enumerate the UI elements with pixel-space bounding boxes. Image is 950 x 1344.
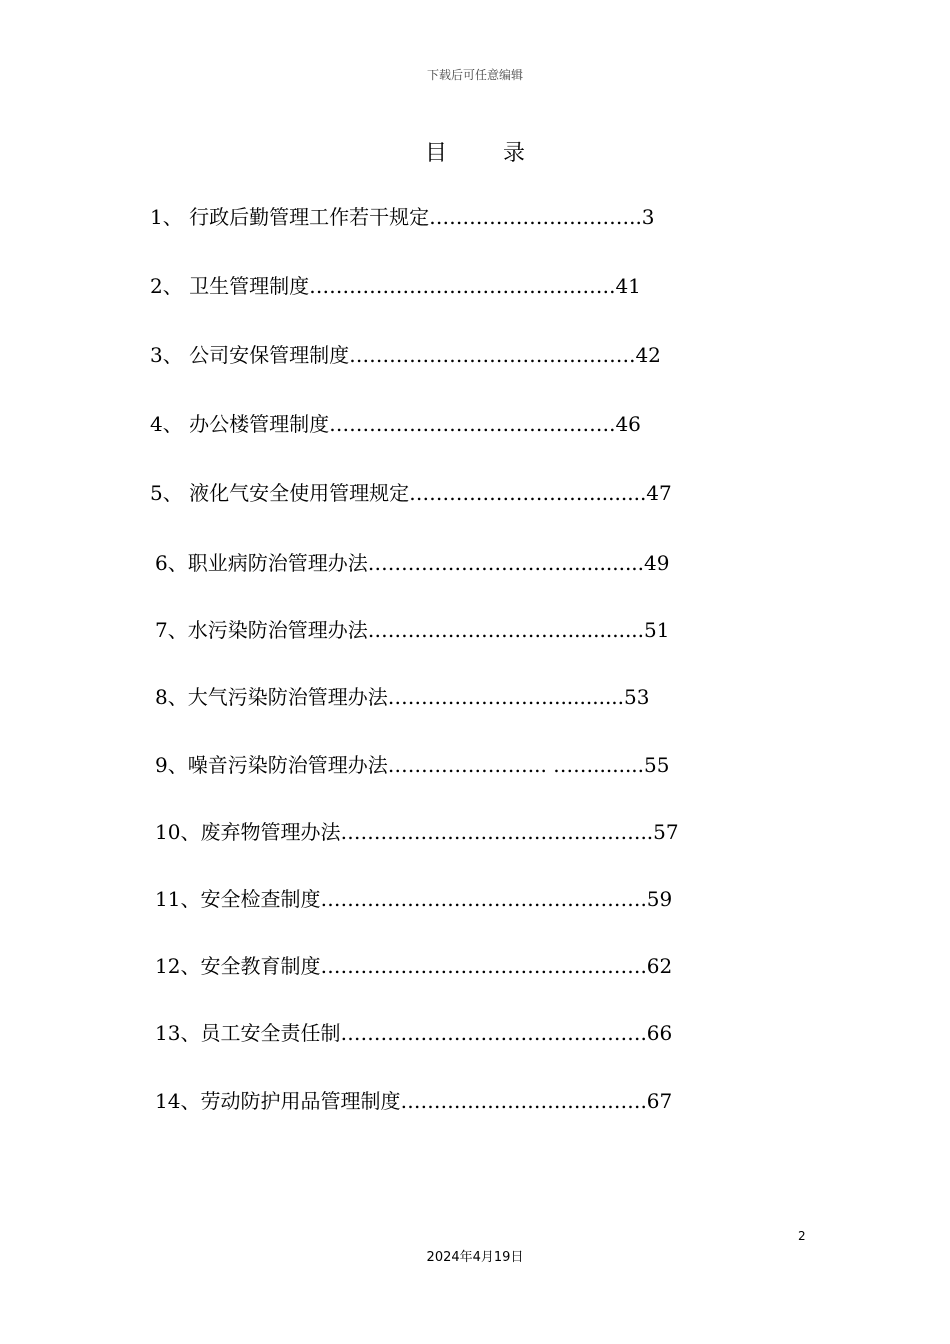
toc-title-part1: 目 xyxy=(424,141,447,166)
toc-entry-4[interactable]: 4、 办公楼管理制度…………………………………….46 xyxy=(150,412,641,436)
toc-entry-1[interactable]: 1、 行政后勤管理工作若干规定…………………………..3 xyxy=(150,205,655,229)
toc-entry-14[interactable]: 14、劳动防护用品管理制度……………………………….67 xyxy=(155,1089,673,1113)
toc-entry-9[interactable]: 9、噪音污染防治管理办法…………………... ……........55 xyxy=(155,753,670,777)
toc-entry-7[interactable]: 7、水污染防治管理办法…………………………............51 xyxy=(155,618,670,642)
toc-entry-10[interactable]: 10、废弃物管理办法………………………………………..57 xyxy=(155,820,679,844)
toc-entry-12[interactable]: 12、安全教育制度………………………………………….62 xyxy=(155,954,673,978)
toc-entry-13[interactable]: 13、员工安全责任制……………………………………….66 xyxy=(155,1021,673,1045)
toc-entry-5[interactable]: 5、 液化气安全使用管理规定……………………….........47 xyxy=(150,481,672,505)
toc-entry-3[interactable]: 3、 公司安保管理制度…………………………………….42 xyxy=(150,343,661,367)
page-number: 2 xyxy=(798,1229,806,1243)
toc-entry-8[interactable]: 8、大气污染防治管理办法……………………............53 xyxy=(155,685,650,709)
toc-entry-2[interactable]: 2、 卫生管理制度……………………………………….41 xyxy=(150,274,641,298)
toc-title-part2: 录 xyxy=(503,141,526,166)
toc-entry-6[interactable]: 6、职业病防治管理办法…………………………............49 xyxy=(155,551,670,575)
page-footer-date: 2024年4月19日 xyxy=(426,1250,524,1265)
page-header-note: 下载后可任意编辑 xyxy=(426,68,523,82)
toc-entry-11[interactable]: 11、安全检查制度………………………………………….59 xyxy=(155,887,673,911)
